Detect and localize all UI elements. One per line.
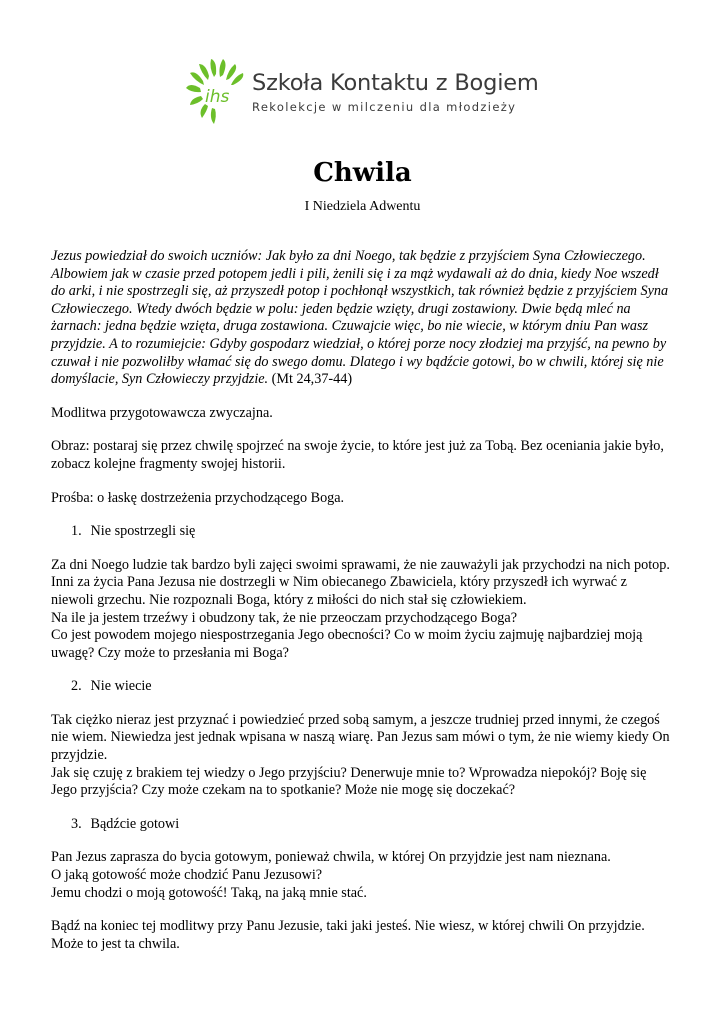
logo-title: Szkoła Kontaktu z Bogiem xyxy=(252,70,539,96)
section-paragraph xyxy=(51,557,673,663)
paragraph-line: Za dni Noego ludzie tak bardzo byli zajęci swoimi sprawami, że nie zauważyli jak przychodzi na nich potop. Inni za życia Pana Jezusa nie dostrzegli w Nim obiecanego Zbawiciela, który przyszedł ich wyrwać z niewoli grzechu. Nie rozpoznali Boga, który z miłości do nich stał się człowiekiem. xyxy=(51,556,670,608)
section-number: 1. xyxy=(71,523,82,540)
section-heading-text: Nie wiecie xyxy=(90,678,152,695)
section-heading xyxy=(51,523,673,541)
paragraph-line: Na ile ja jestem trzeźwy i obudzony tak, że nie przeoczam przychodzącego Boga? xyxy=(51,609,517,626)
document-body xyxy=(51,248,673,969)
logo xyxy=(186,58,546,128)
paragraph-line: Jemu chodzi o moją gotowość! Taką, na jaką mnie stać. xyxy=(51,884,367,901)
paragraph-line: Jak się czuję z brakiem tej wiedzy o Jego przyjściu? Denerwuje mnie to? Wprowadza niepokój? Boję się Jego przyjścia? Czy może czekam na to spotkanie? Może nie mogę się doczekać? xyxy=(51,764,647,799)
section-paragraph xyxy=(51,712,673,800)
prayer-paragraph: Modlitwa przygotowawcza zwyczajna. xyxy=(51,404,273,421)
section-number: 3. xyxy=(71,815,82,832)
section-number: 2. xyxy=(71,678,82,695)
closing-paragraph: Bądź na koniec tej modlitwy przy Panu Jezusie, taki jaki jesteś. Nie wiesz, w której chwili On przyjdzie. Może to jest ta chwila. xyxy=(51,918,645,952)
gospel-text: Jezus powiedział do swoich uczniów: Jak było za dni Noego, tak będzie z przyjściem Syna Człowieczego. Albowiem jak w czasie przed potopem jedli i pili, żenili się i za mąż wydawali aż do dnia, kiedy Noe wszedł do arki, i nie spostrzegli się, aż przyszedł potop i pochłonął wszystkich, tak również będzie z przyjściem Syna Człowieczego. Wtedy dwóch będzie w polu: jeden będzie wzięty, drugi zostawiony. Dwie będą mleć na żarnach: jedna będzie wzięta, druga zostawiona. Czuwajcie więc, bo nie wiecie, w którym dniu Pan wasz przyjdzie. A to rozumiejcie: Gdyby gospodarz wiedział, o której porze nocy złodziej ma przyjść, na pewno by czuwał i nie pozwoliłby włamać się do swego domu. Dlatego i wy bądźcie gotowi, bo w chwili, której się nie domyślacie, Syn Człowieczy przyjdzie. xyxy=(51,248,669,388)
sun-logo-icon xyxy=(186,58,250,126)
image-paragraph: Obraz: postaraj się przez chwilę spojrzeć na swoje życie, to które jest już za Tobą. Bez oceniania jakie było, zobacz kolejne fragmenty swojej historii. xyxy=(51,438,664,472)
section-heading-text: Bądźcie gotowi xyxy=(90,815,180,832)
paragraph-line: Tak ciężko nieraz jest przyznać i powiedzieć przed sobą samym, a jeszcze trudniej przed innymi, że czegoś nie wiem. Niewiedza jest jednak wpisana w naszą wiarę. Pan Jezus sam mówi o tym, że nie wiemy kiedy On przyjdzie. xyxy=(51,711,670,764)
logo-subtitle: Rekolekcje w milczeniu dla młodzieży xyxy=(252,100,517,114)
logo-monogram: ihs xyxy=(205,87,230,107)
gospel-paragraph xyxy=(51,248,673,389)
page-title: Chwila xyxy=(313,158,412,188)
section-heading xyxy=(51,678,673,696)
page-subtitle: I Niedziela Adwentu xyxy=(304,199,421,214)
section-paragraph xyxy=(51,849,673,902)
section-heading xyxy=(51,816,673,834)
request-paragraph: Prośba: o łaskę dostrzeżenia przychodzącego Boga. xyxy=(51,489,345,506)
section-heading-text: Nie spostrzegli się xyxy=(90,523,196,540)
paragraph-line: O jaką gotowość może chodzić Panu Jezusowi? xyxy=(51,867,323,884)
gospel-reference: (Mt 24,37-44) xyxy=(271,371,353,388)
paragraph-line: Pan Jezus zaprasza do bycia gotowym, ponieważ chwila, w której On przyjdzie jest nam nieznana. xyxy=(51,849,611,866)
paragraph-line: Co jest powodem mojego niespostrzegania Jego obecności? Co w moim życiu zajmuję najbardziej moją uwagę? Czy może to przesłania mi Boga? xyxy=(51,627,643,661)
